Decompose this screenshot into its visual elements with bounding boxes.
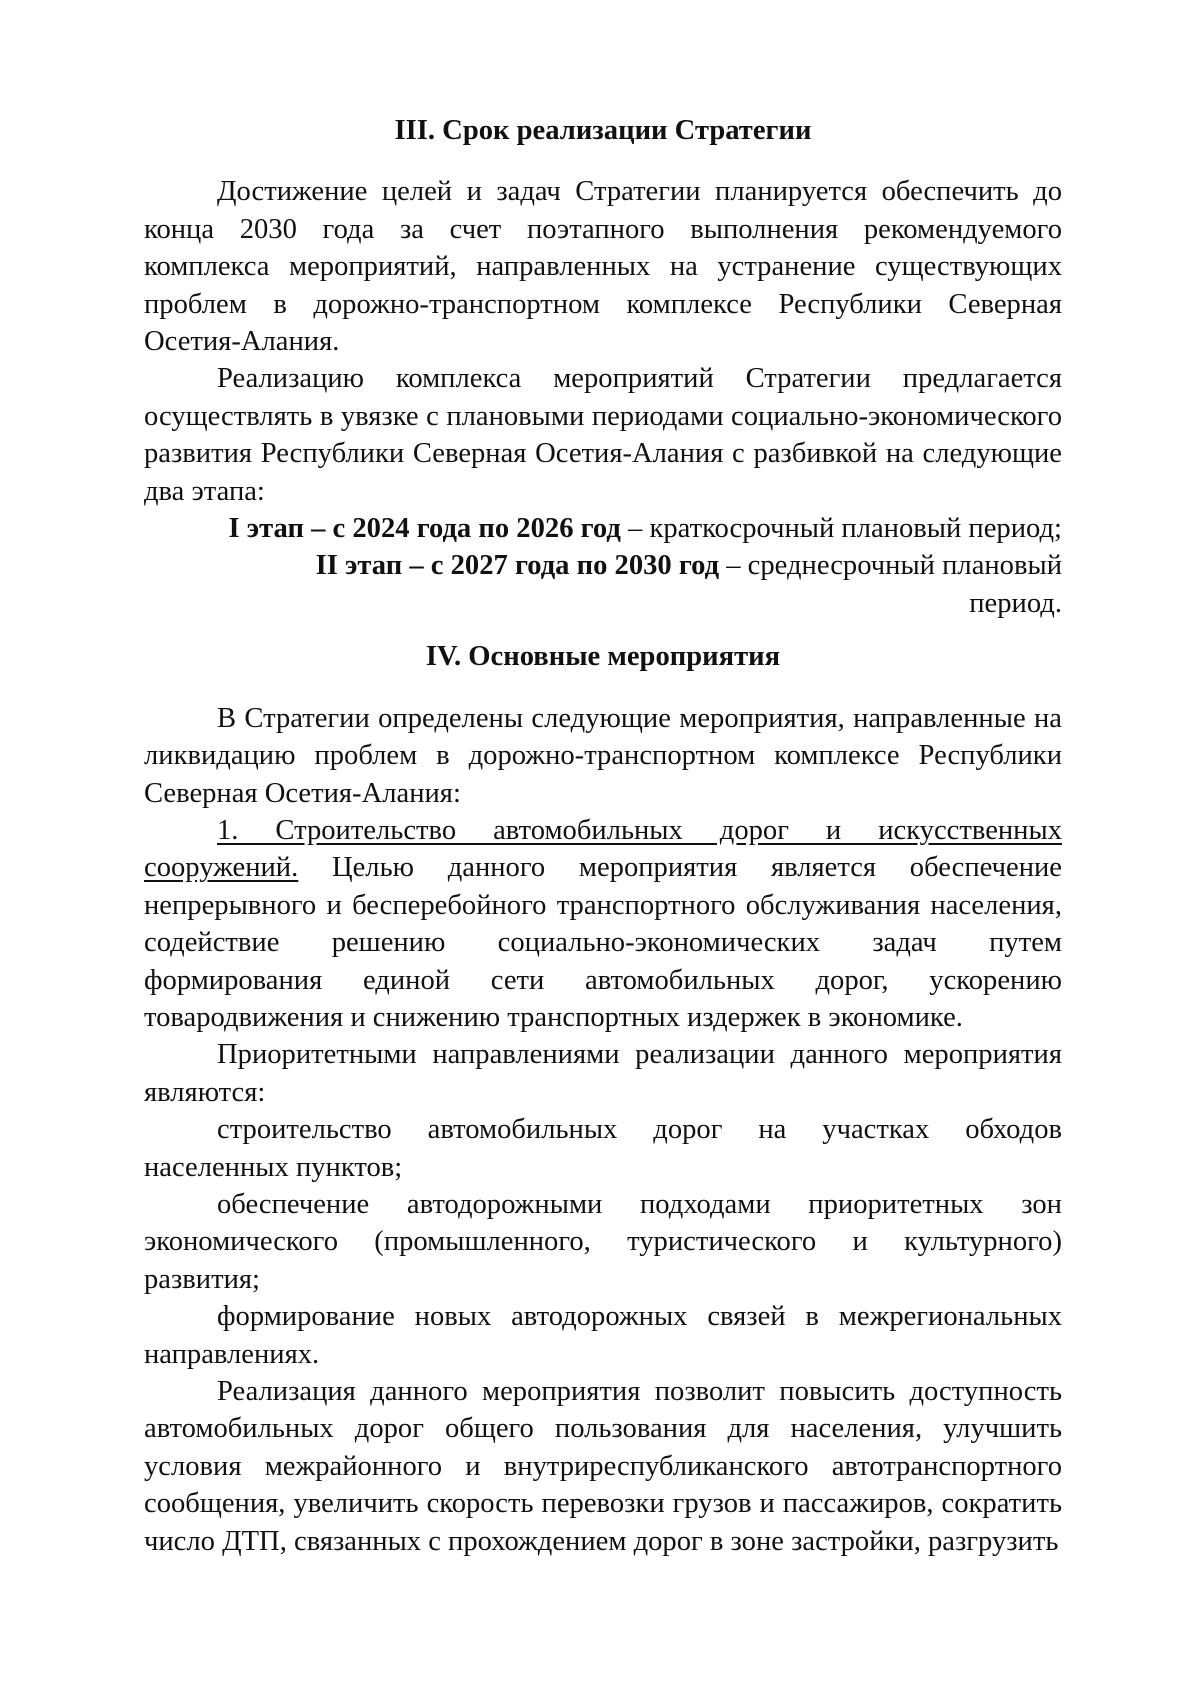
- section-4-title: IV. Основные мероприятия: [425, 641, 781, 673]
- stage-1-label: I этап – с 2024 года по 2026 год: [228, 513, 621, 545]
- measure-1-paragraph: [144, 812, 1062, 1036]
- stage-2-description: – среднесрочный плановый период.: [719, 550, 1062, 619]
- section-3-paragraph-1: Достижение целей и задач Стратегии планируется обеспечить до конца 2030 года за счет поэтапного выполнения рекомендуемого комплекса мероприятий, направленных на устранение существующих проблем в дорожно-транспортном комплексе Республики Северная Осетия-Алания.: [144, 176, 1062, 358]
- section-4-paragraph-2: Приоритетными направлениями реализации данного мероприятия являются:: [144, 1039, 1062, 1108]
- stage-1-line: [144, 510, 1062, 547]
- stage-2-label: II этап – с 2027 года по 2030 год: [315, 550, 720, 582]
- stage-2-line: [144, 547, 1062, 622]
- section-4-paragraph-3: Реализация данного мероприятия позволит повысить доступность автомобильных дорог общего пользования для населения, улучшить условия межрайонного и внутриреспубликанского автотранспортного сообщения, увеличить скорость перевозки грузов и пассажиров, сократить число ДТП, связанных с прохождением дорог в зоне застройки, разгрузить: [144, 1376, 1062, 1557]
- direction-2: обеспечение автодорожными подходами приоритетных зон экономического (промышленного, туристического и культурного) развития;: [144, 1188, 1062, 1295]
- section-4-paragraph-1: В Стратегии определены следующие мероприятия, направленные на ликвидацию проблем в дорожно-транспортном комплексе Республики Северная Осетия-Алания:: [144, 702, 1062, 809]
- section-3-paragraph-2: Реализацию комплекса мероприятий Стратегии предлагается осуществлять в увязке с плановыми периодами социально-экономического развития Республики Северная Осетия-Алания с разбивкой на следующие два этапа:: [144, 363, 1062, 507]
- section-3-title: III. Срок реализации Стратегии: [394, 115, 812, 146]
- direction-3: формирование новых автодорожных связей в межрегиональных направлениях.: [144, 1301, 1062, 1370]
- direction-1: строительство автомобильных дорог на участках обходов населенных пунктов;: [144, 1114, 1062, 1183]
- measure-1-text: Целью данного мероприятия является обеспечение непрерывного и бесперебойного транспортного обслуживания населения, содействие решению социально-экономических задач путем формирования единой сети автомобильных дорог, ускорению товародвижения и снижению транспортных издержек в экономике.: [144, 852, 1062, 1033]
- measure-1-title: 1. Строительство автомобильных дорог и искусственных сооружений.: [144, 814, 1062, 884]
- stage-1-description: – краткосрочный плановый период;: [620, 513, 1062, 545]
- document-body: [144, 112, 1062, 1560]
